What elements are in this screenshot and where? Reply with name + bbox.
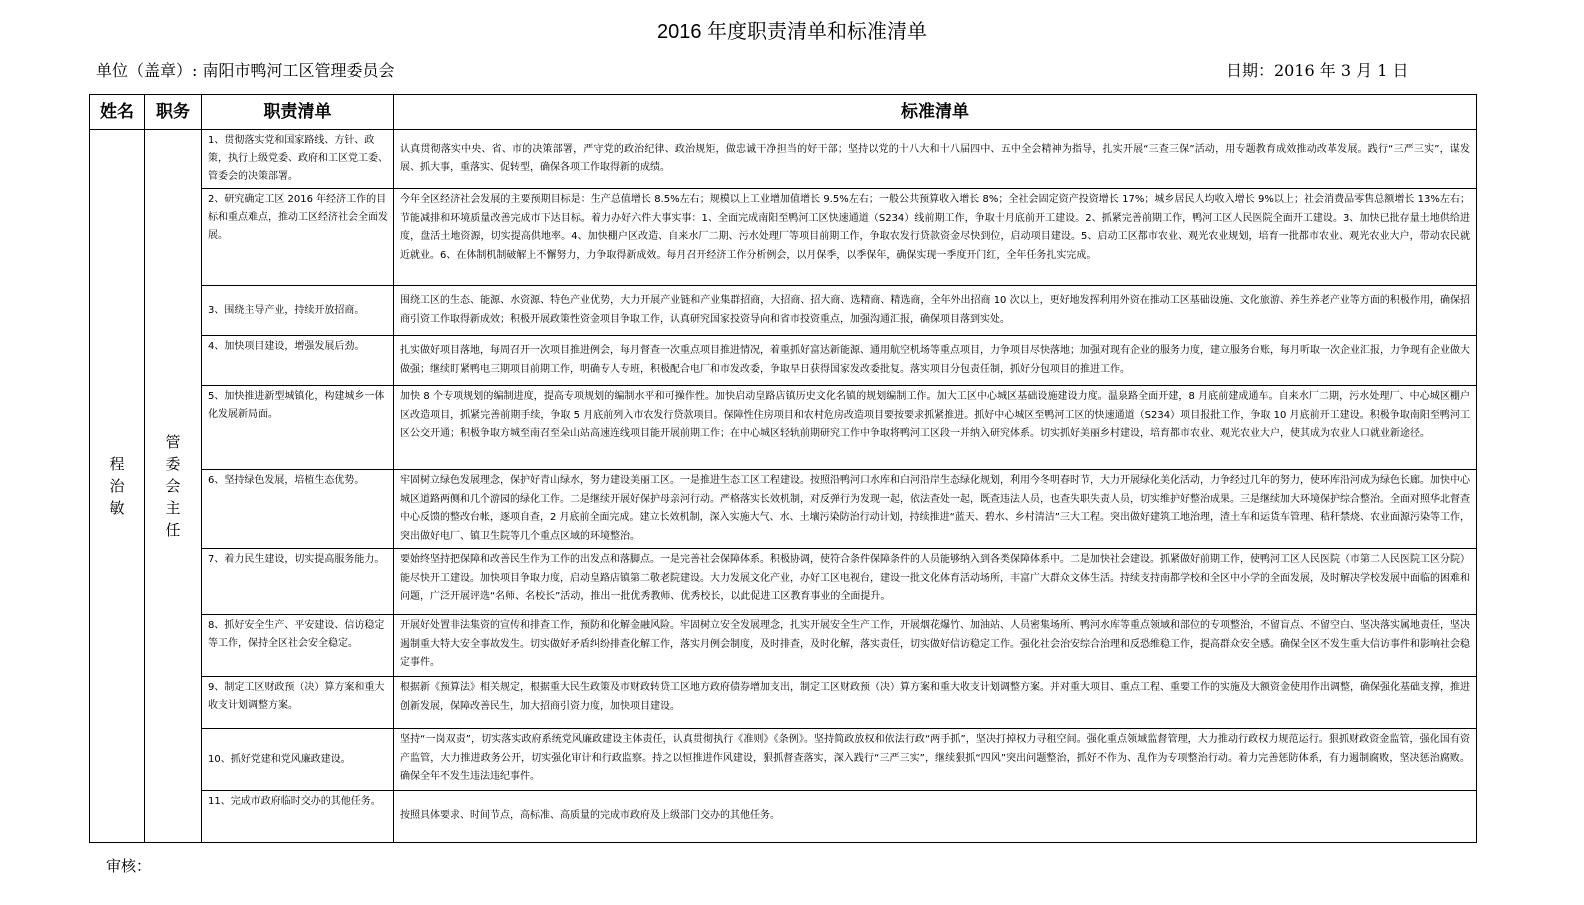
duty-cell: 2、研究确定工区 2016 年经济工作的目标和重点难点，推动工区经济社会全面发展。 — [202, 189, 394, 286]
table-row — [90, 189, 1477, 286]
standard-cell: 开展好处置非法集资的宣传和排查工作，预防和化解金融风险。牢固树立安全发展理念，扎实开展安全生产工作，开展烟花爆竹、加油站、人员密集场所、鸭河水库等重点领域和部位的专项整治，不留盲点、不留空白、坚决落实属地责任，坚决遏制重大特大安全事故发生。切实做好矛盾纠纷排查化解工作，落实月例会制度，及时排查，及时化解，落实责任，切实做好信访稳定工作。强化社会治安综合治理和反恐维稳工作，提高群众安全感。确保全区不发生重大信访事件和影响社会稳定事件。 — [394, 615, 1477, 677]
standard-cell: 按照具体要求、时间节点，高标准、高质量的完成市政府及上级部门交办的其他任务。 — [394, 791, 1477, 843]
standard-cell: 坚持“一岗双责”，切实落实政府系统党风廉政建设主体责任，认真贯彻执行《准则》《条例》。坚持简政放权和依法行政“两手抓”，坚决打掉权力寻租空间。强化重点领域监督管理，大力推动行政权力规范运行。狠抓财政资金监管，强化国有资产监管，大力推进政务公开，切实强化审计和行政监察。持之以恒推进作风建设，狠抓督查落实，深入践行“三严三实”，继续狠抓“四风”突出问题整治，抓好不作为、乱作为专项整治行动。着力完善惩防体系，有力遏制腐败，坚决惩治腐败。确保全年不发生违法违纪事件。 — [394, 729, 1477, 791]
table-row — [90, 615, 1477, 677]
table-row — [90, 336, 1477, 386]
duty-cell: 6、坚持绿色发展，培植生态优势。 — [202, 470, 394, 549]
table-row — [90, 677, 1477, 729]
date-label: 日期：2016 年 3 月 1 日 — [1226, 61, 1409, 80]
standard-cell: 牢固树立绿色发展理念，保护好青山绿水，努力建设美丽工区。一是推进生态工区工程建设。按照沿鸭河口水库和白河沿岸生态绿化规划，利用今冬明春时节，大力开展绿化美化活动，力争经过几年的努力，使环库沿河成为绿色长廊。加快中心城区道路两侧和几个游园的绿化工作。二是继续开展好保护母亲河行动。严格落实长效机制，对反弹行为发现一起，依法查处一起，既查违法人员，也查失职失责人员，切实维护好整治成果。三是继续加大环境保护综合整治。全面对照华北督查中心反馈的整改台帐，逐项自查，2 月底前全面完成。建立长效机制，深入实施大气、水、土壤污染防治行动计划，持续推进“蓝天、碧水、乡村清洁”三大工程。突出做好建筑工地治理，渣土车和运货车管理、秸秆禁烧、农业面源污染等工作，突出做好电厂、镇卫生院等几个重点区域的环境整治。 — [394, 470, 1477, 549]
duty-cell: 7、着力民生建设，切实提高服务能力。 — [202, 549, 394, 615]
header-standard: 标准清单 — [394, 95, 1477, 130]
duty-cell: 11、完成市政府临时交办的其他任务。 — [202, 791, 394, 843]
standard-cell: 围绕工区的生态、能源、水资源、特色产业优势，大力开展产业链和产业集群招商，大招商、招大商、选精商、精选商，全年外出招商 10 次以上，更好地发挥利用外资在推动工区基础设施、文化旅游、养生养老产业等方面的积极作用，确保招商引资工作取得新成效；积极开展政策性资金项目争取工作，认真研究国家投资导向和省市投资重点，加强沟通汇报，确保项目落到实处。 — [394, 286, 1477, 336]
table-row — [90, 386, 1477, 470]
header-duty: 职责清单 — [202, 95, 394, 130]
table-row — [90, 130, 1477, 189]
person-post-cell — [145, 130, 202, 843]
duty-standard-table — [89, 94, 1477, 843]
unit-label: 单位（盖章）: 南阳市鸭河工区管理委员会 — [96, 61, 395, 80]
person-name-cell — [90, 130, 145, 843]
duty-cell: 10、抓好党建和党风廉政建设。 — [202, 729, 394, 791]
header-name: 姓名 — [90, 95, 145, 130]
standard-cell: 今年全区经济社会发展的主要预期目标是：生产总值增长 8.5%左右；规模以上工业增加值增长 9.5%左右；一般公共预算收入增长 8%；全社会固定资产投资增长 17%；城乡居民人均收入增长 9%以上；社会消费品零售总额增长 13%左右；节能减排和环境质量改善完成市下达目标。着力办好六件大事实事：1、全面完成南阳至鸭河工区快速通道（S234）线前期工作，争取十月底前开工建设。2、抓紧完善前期工作，鸭河工区人民医院全面开工建设。3、加快已批存量土地供给进度，盘活土地资源，切实提高供地率。4、加快棚户区改造、自来水厂二期、污水处理厂等项目前期工作，争取农发行贷款资金尽快到位，启动项目建设。5、启动工区都市农业、观光农业规划，培育一批都市农业、观光农业大户，带动农民就近就业。6、在体制机制破解上不懈努力，力争取得新成效。每月召开经济工作分析例会，以月保季，以季保年，确保实现一季度开门红，全年任务扎实完成。 — [394, 189, 1477, 286]
audit-label: 审核： — [106, 857, 152, 875]
standard-cell: 认真贯彻落实中央、省、市的决策部署，严守党的政治纪律、政治规矩，做忠诚干净担当的好干部；坚持以党的十八大和十八届四中、五中全会精神为指导，扎实开展“三查三保”活动，用专题教育成效推动改革发展。践行“三严三实”，谋发展、抓大事，重落实、促转型，确保各项工作取得新的成绩。 — [394, 130, 1477, 189]
table-row — [90, 286, 1477, 336]
table-header-row — [90, 95, 1477, 130]
standard-cell: 根据新《预算法》相关规定，根据重大民生政策及市财政转贷工区地方政府债券增加支出，制定工区财政预（决）算方案和重大收支计划调整方案。并对重大项目、重点工程、重要工作的实施及大额资金使用作出调整，确保强化基础支撑，推进创新发展，保障改善民生，加大招商引资力度，加快项目建设。 — [394, 677, 1477, 729]
standard-cell: 扎实做好项目落地，每周召开一次项目推进例会，每月督查一次重点项目推进情况，着重抓好富达新能源、通用航空机场等重点项目，力争项目尽快落地；加强对现有企业的服务力度，建立服务台账，每月听取一次企业汇报，力争现有企业做大做强；继续盯紧鸭电三期项目前期工作，明确专人专班，积极配合电厂和市发改委，争取早日获得国家发改委批复。落实项目分包责任制，抓好分包项目的推进工作。 — [394, 336, 1477, 386]
duty-cell: 8、抓好安全生产、平安建设、信访稳定等工作，保持全区社会安全稳定。 — [202, 615, 394, 677]
duty-cell: 9、制定工区财政预（决）算方案和重大收支计划调整方案。 — [202, 677, 394, 729]
duty-cell: 1、贯彻落实党和国家路线、方针、政策，执行上级党委、政府和工区党工委、管委会的决策部署。 — [202, 130, 394, 189]
person-name: 程治敏 — [109, 455, 125, 517]
person-post: 管委会主任 — [165, 433, 181, 539]
table-row — [90, 729, 1477, 791]
standard-cell: 加快 8 个专项规划的编制进度，提高专项规划的编制水平和可操作性。加快启动皇路店镇历史文化名镇的规划编制工作。加大工区中心城区基础设施建设力度。温泉路全面开建，8 月底前建成通车。自来水厂二期，污水处理厂、中心城区棚户区改造项目，抓紧完善前期手续，争取 5 月底前列入市农发行贷款项目。保障性住房项目和农村危房改造项目要按要求抓紧推进。抓好中心城区至鸭河工区的快速通道（S234）项目报批工作，争取 10 月底前开工建设。积极争取南阳至鸭河工区公交开通；积极争取方城至南召至朵山站高速连线项目能开展前期工作；在中心城区轻轨前期研究工作中争取将鸭河工区段一并纳入研究体系。切实抓好美丽乡村建设，培育都市农业、观光农业大户，使其成为农业人口就业新途径。 — [394, 386, 1477, 470]
duty-cell: 5、加快推进新型城镇化，构建城乡一体化发展新局面。 — [202, 386, 394, 470]
duty-cell: 4、加快项目建设，增强发展后劲。 — [202, 336, 394, 386]
standard-cell: 要始终坚持把保障和改善民生作为工作的出发点和落脚点。一是完善社会保障体系。积极协调，使符合条件保障条件的人员能够纳入到各类保障体系中。二是加快社会建设。抓紧做好前期工作，使鸭河工区人民医院（市第二人民医院工区分院）能尽快开工建设。加快项目争取力度，启动皇路店镇第二敬老院建设。大力发展文化产业，办好工区电视台，建设一批文化体育活动场所，丰富广大群众文体生活。持续支持南都学校和全区中小学的全面发展，及时解决学校发展中面临的困难和问题，广泛开展评选“名师、名校长”活动，推出一批优秀教师、优秀校长，以此促进工区教育事业的全面提升。 — [394, 549, 1477, 615]
page-title: 2016 年度职责清单和标准清单 — [656, 21, 928, 43]
duty-cell: 3、围绕主导产业，持续开放招商。 — [202, 286, 394, 336]
header-post: 职务 — [145, 95, 202, 130]
table-row — [90, 791, 1477, 843]
table-row — [90, 470, 1477, 549]
table-row — [90, 549, 1477, 615]
